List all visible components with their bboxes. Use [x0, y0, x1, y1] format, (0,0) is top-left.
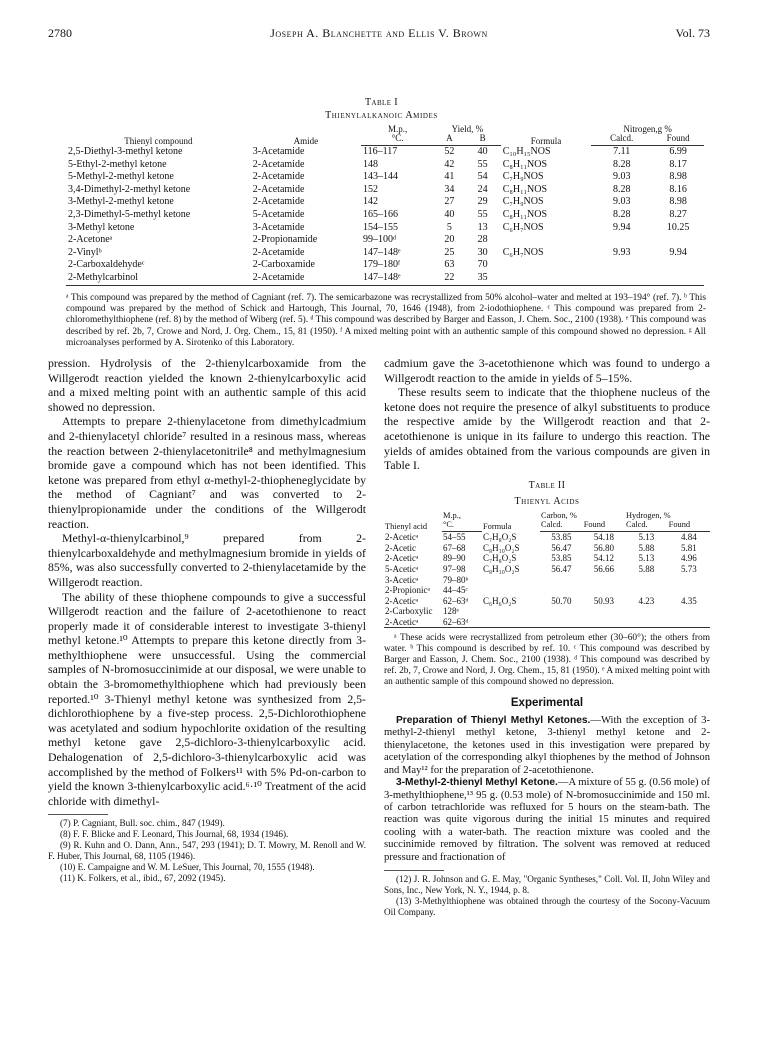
footnote: (12) J. R. Johnson and G. E. May, "Organic Syntheses," Coll. Vol. II, John Wiley and Sons, Inc., New York, N. Y., 1944, p. 8. [384, 873, 710, 895]
body-paragraph: These results seem to indicate that the thiophene nucleus of the ketone does not require the presence of alkyl substituents to produce the respective amide by the Willgerodt reaction and that 2-acetothienone is unique in its failure to undergo this reaction. The yields of amides obtained from the various compounds are given in Table I. [384, 385, 710, 473]
t2-cell-c-found: 54.18 [593, 532, 614, 543]
t2-cell-h-calcd [625, 606, 668, 617]
t1-cell-amide: 2-Carboxamide [252, 259, 315, 271]
t1-cell-found [652, 272, 704, 285]
t2-header-acid: Thienyl acid [385, 522, 428, 532]
t2-cell-acid: 2-Aceticᵃ [385, 531, 419, 542]
t2-cell-c-calcd [540, 617, 583, 628]
body-paragraph: Methyl-α-thienylcarbinol,⁹ prepared from 2-thienylcarboxaldehyde and methylmagnesium bromide in yields of 85%, was also successfully converted to 2-thienylacetamide by the Willgerodt reaction. [48, 531, 366, 589]
t2-cell-c-calcd: 53.85 [551, 532, 572, 543]
t1-cell-amide: 3-Acetamide [252, 145, 305, 157]
t1-cell-calcd [591, 272, 652, 285]
t2-cell-h-found: 4.84 [680, 532, 697, 543]
t1-cell-mp: 165–166 [363, 208, 398, 220]
t1-cell-b: 54 [477, 171, 488, 183]
t2-header-mp-unit: °C. [442, 521, 482, 532]
t1-cell-calcd: 9.03 [612, 171, 631, 183]
t1-header-formula: Formula [530, 135, 562, 146]
t1-header-mp-unit: °C. [361, 134, 434, 146]
t1-cell-a: 25 [444, 246, 455, 258]
body-paragraph: The ability of these thiophene compounds to give a successful Willgerodt reaction and the failure of 2-acetothienone to react properly made it of considerable interest to investigate 3-thienyl methyl ketone.¹⁰ Attempts to prepare this ketone directly from 3-methylthiophene were unsuccessful. Using the commercial samples of N-bromosuccinimide at our disposal, we were unable to obtain the 3-bromomethylthiophene which had previously been reported.¹⁰ 3-Thienyl methyl ketone was synthesized from 2,5-dichlorothiophene by a five-step process. 2,5-Dichlorothiophene was acetylated and sodium hypochlorite oxidation of the resulting methyl ketone gave 2,5-dichloro-3-thienylcarboxylic acid. Dehalogenation of 2,5-dichloro-3-thienylcarboxylic acid was accomplished by the method of Folkers¹¹ with 5% Pd-on-carbon to yield the known 3-thienylcarboxylic acid.⁶·¹⁰ Treatment of the acid chloride with dimethyl- [48, 589, 366, 808]
t2-cell-mp: 97–98 [443, 563, 466, 574]
left-column [48, 356, 366, 884]
t1-cell-formula: C₈H₁₁NOS [502, 158, 548, 170]
t1-cell-mp: 143–144 [363, 171, 398, 183]
t1-cell-formula: C₁₀H₁₅NOS [502, 145, 551, 157]
table-row [66, 272, 704, 285]
t1-cell-calcd: 9.94 [612, 221, 631, 233]
footnote: (11) K. Folkers, et al., ibid., 67, 2092 (1945). [60, 873, 226, 884]
t2-cell-acid: 3-Aceticᵃ [385, 574, 419, 585]
footnote: (8) F. F. Blicke and F. Leonard, This Journal, 68, 1934 (1946). [60, 829, 289, 840]
t1-cell-a: 52 [444, 146, 455, 157]
right-column [384, 356, 710, 918]
t1-cell-mp: 142 [363, 196, 378, 208]
t2-cell-acid: 2-Aceticᵃ [385, 595, 419, 606]
t2-cell-mp: 128ᵉ [443, 606, 459, 617]
t2-header-h-found: Found [668, 521, 710, 532]
footnote: (9) R. Kuhn and O. Dann, Ann., 547, 293 (1941); D. T. Mowry, M. Renoll and W. F. Huber, This Journal, 68, 1105 (1946). [48, 840, 366, 862]
t1-cell-found [652, 234, 704, 247]
t1-cell-formula: C₇H₉NOS [502, 196, 544, 208]
t1-cell-formula: C₈H₁₁NOS [502, 183, 548, 195]
t1-cell-a: 5 [446, 221, 452, 233]
footnote: (10) E. Campaigne and W. M. LeSuer, This Journal, 70, 1555 (1948). [60, 862, 315, 873]
t2-cell-c-found [583, 585, 625, 596]
t2-cell-formula: C₈H₁₀O₂S [483, 563, 520, 574]
t2-header-h-calcd: Calcd. [625, 521, 668, 532]
run-in-heading: Preparation of Thienyl Methyl Ketones. [396, 715, 591, 727]
table-row [66, 159, 704, 172]
t2-cell-h-found [668, 575, 710, 586]
t2-cell-formula [482, 606, 540, 617]
t1-cell-amide: 2-Acetamide [252, 171, 305, 183]
table-row [66, 234, 704, 247]
table-row [66, 222, 704, 235]
footnote: (13) 3-Methylthiophene was obtained through the courtesy of the Socony-Vacuum Oil Company. [384, 895, 710, 917]
t2-cell-c-found [583, 606, 625, 617]
t2-cell-c-found: 54.12 [593, 553, 614, 564]
experimental-paragraph [384, 715, 710, 777]
table1-title: Thienylalkanoic Amides [325, 110, 438, 121]
table-row [66, 196, 704, 209]
t1-cell-a: 40 [444, 208, 455, 220]
t1-cell-formula: C₇H₉NOS [502, 171, 544, 183]
running-authors: Joseph A. Blanchette and Ellis V. Brown [270, 26, 488, 40]
table1 [66, 125, 704, 286]
t1-cell-a: 41 [444, 171, 455, 183]
t2-header-carbon: Carbon, % [541, 510, 577, 520]
t2-cell-c-found: 56.80 [593, 542, 614, 553]
t1-cell-amide: 2-Acetamide [252, 246, 305, 258]
t1-cell-found: 8.98 [669, 196, 687, 208]
t1-cell-compound: 3-Methyl-2-methyl ketone [68, 196, 174, 208]
table-row [66, 184, 704, 197]
footnote-divider [384, 870, 444, 871]
page-header [48, 26, 710, 42]
t2-cell-mp: 79–80ᵇ [443, 574, 469, 585]
t1-cell-compound: 3,4-Dimethyl-2-methyl ketone [68, 183, 191, 195]
t1-header-amide: Amide [293, 135, 319, 146]
t1-cell-a: 22 [434, 272, 465, 285]
t1-cell-amide: 2-Acetamide [251, 272, 361, 285]
t2-cell-acid: 2-Acetic [385, 542, 416, 553]
t1-cell-compound: 5-Methyl-2-methyl ketone [68, 171, 174, 183]
t1-cell-a: 63 [444, 259, 455, 271]
t1-cell-b: 35 [465, 272, 501, 285]
table2-footnotes: ᵃ These acids were recrystallized from petroleum ether (30–60°); the others from water. ᵇ This compound is described by ref. 10. ᶜ This compound was described by Barger and Easson, J. Chem. Soc., 2100 (1938). ᵈ This compound was described by ref. 2b, 7, Crowe and Nord, J. Org. Chem., 15, 81 (1950). ᵉ A mixed melting point with an authentic sample of this compound showed no depression. [384, 633, 710, 688]
t1-header-mp: M.p., [387, 124, 408, 134]
t2-header-c-found: Found [583, 521, 625, 532]
t1-cell-formula: C₆H₇NOS [502, 246, 544, 258]
table-row [66, 247, 704, 260]
t1-cell-found: 8.17 [669, 158, 687, 170]
t1-header-compound: Thienyl compound [124, 135, 193, 146]
body-paragraph: cadmium gave the 3-acetothienone which was found to undergo a Willgerodt reaction to the amide in yields of 5–15%. [384, 356, 710, 385]
t2-cell-acid: 2-Carboxylic [385, 606, 433, 617]
t1-cell-formula [501, 259, 592, 272]
t1-cell-mp: 147–148ᵉ [363, 246, 401, 258]
t2-cell-formula [482, 617, 540, 628]
t1-cell-calcd: 8.28 [612, 183, 631, 195]
table-row [66, 171, 704, 184]
table-row [66, 259, 704, 272]
t1-header-yield-a: A [434, 134, 465, 146]
experimental-paragraph [384, 777, 710, 864]
experimental-heading: Experimental [510, 697, 584, 710]
t2-cell-c-found: 56.66 [593, 563, 614, 574]
t1-cell-a: 42 [444, 158, 455, 170]
table2-label: Table II [528, 479, 566, 491]
t1-cell-b: 29 [477, 196, 488, 208]
t1-cell-calcd: 7.11 [613, 146, 631, 157]
t1-cell-calcd: 8.28 [612, 208, 631, 220]
t1-cell-a: 34 [444, 183, 455, 195]
t2-cell-acid: 2-Propionicᵃ [385, 585, 430, 596]
t2-header-c-calcd: Calcd. [540, 521, 583, 532]
t1-cell-b: 13 [477, 221, 488, 233]
t1-cell-compound: 2-Carboxaldehydeᶜ [68, 259, 145, 271]
table-row [384, 606, 710, 617]
table1-label: Table I [364, 97, 398, 108]
t2-cell-formula: C₇H₈O₂S [483, 553, 517, 564]
t2-cell-h-calcd [625, 585, 668, 596]
page-number: 2780 [48, 26, 72, 40]
footnote: (7) P. Cagniant, Bull. soc. chim., 847 (1949). [60, 818, 225, 829]
t2-cell-h-found: 5.73 [680, 563, 697, 574]
t2-cell-c-calcd [540, 585, 583, 596]
run-in-heading: 3-Methyl-2-thienyl Methyl Ketone. [396, 777, 558, 789]
t2-cell-h-found [668, 606, 710, 617]
t2-cell-mp: 67–68 [443, 542, 466, 553]
t1-cell-mp: 154–155 [363, 221, 398, 233]
t1-header-yield-b: B [465, 134, 501, 146]
t2-cell-c-calcd [540, 575, 583, 586]
t1-cell-found: 9.94 [669, 246, 687, 258]
t1-cell-b: 30 [477, 246, 488, 258]
table-row [384, 553, 710, 564]
t1-cell-a: 20 [444, 234, 455, 246]
footnote-divider [48, 814, 108, 815]
t1-cell-mp: 99–100ᵈ [363, 234, 397, 246]
t2-cell-h-found: 4.96 [680, 553, 697, 564]
t1-header-found: Found [652, 134, 704, 146]
t1-cell-amide: 3-Acetamide [252, 221, 305, 233]
t2-cell-c-found [583, 617, 625, 628]
table2-title: Thienyl Acids [514, 496, 580, 508]
t1-cell-b: 70 [477, 259, 488, 271]
experimental-section [384, 715, 710, 864]
t2-cell-formula: C₈H₁₀O₂S [483, 542, 520, 553]
t2-cell-c-calcd: 56.47 [551, 542, 572, 553]
t2-cell-formula: C₆H₆O₂S [483, 595, 517, 606]
t2-cell-h-found: 4.35 [680, 595, 697, 606]
t1-cell-formula: C₆H₇NOS [502, 221, 544, 233]
t1-cell-mp: 179–180ᶠ [363, 259, 401, 271]
paragraph-text: —With the exception of 3-methyl-2-thienyl methyl ketone, 3-thienyl methyl ketone and 2-thienylacetone, the ketones used in this investigation were prepared by acetylation of the corresponding alkyl thiophenes by the method of Johnson and May¹² for the preparation of 2-acetothienone. [384, 715, 710, 776]
body-paragraph: pression. Hydrolysis of the 2-thienylcarboxamide from the Willgerodt reaction yielded the known 2-thienylcarboxylic acid and a mixed melting point with an authentic sample of this acid showed no depression. [48, 356, 366, 414]
t2-cell-c-calcd [540, 606, 583, 617]
table-row [384, 596, 710, 607]
t1-cell-mp: 152 [363, 183, 378, 195]
t1-cell-amide: 2-Acetamide [252, 183, 305, 195]
t2-cell-h-found [668, 585, 710, 596]
t2-cell-h-calcd [625, 575, 668, 586]
t2-cell-h-calcd: 5.13 [638, 532, 655, 543]
t1-cell-formula [501, 234, 592, 247]
t2-cell-mp: 89–90 [443, 553, 466, 564]
t1-cell-mp: 147–148ᵉ [361, 272, 434, 285]
t2-cell-c-calcd: 53.85 [551, 553, 572, 564]
t1-cell-found [652, 259, 704, 272]
t2-cell-acid: 5-Aceticᵃ [385, 563, 419, 574]
t1-header-yield: Yield, % [451, 124, 484, 134]
t1-cell-mp: 116–117 [363, 146, 398, 157]
t1-cell-calcd: 9.93 [612, 246, 631, 258]
t2-cell-h-calcd: 5.13 [638, 553, 655, 564]
t2-header-mp: M.p., [443, 510, 461, 520]
t2-cell-h-found: 5.81 [680, 542, 697, 553]
table-row [384, 575, 710, 586]
t1-cell-b: 55 [477, 158, 488, 170]
table-row [384, 585, 710, 596]
t2-cell-mp: 54–55 [443, 532, 466, 543]
t1-cell-calcd: 9.03 [612, 196, 631, 208]
t2-header-hydrogen: Hydrogen, % [625, 510, 671, 520]
t2-cell-h-found [668, 617, 710, 628]
t2-cell-mp: 62–63ᵈ [443, 595, 469, 606]
table1-footnotes: ᵃ This compound was prepared by the method of Cagniant (ref. 7). The semicarbazone was recrystallized from 50% alcohol–water and melted at 193–194° (ref. 7). ᵇ This compound was prepared by the method of Schick and Hartough, This Journal, 70, 1646 (1948), from 2-iodothiophene. ᶜ This compound was prepared from 2-chloromethylthiophene (ref. 8) by the method of Wiberg (ref. 5). ᵈ This compound was described by Barger and Easson, J. Chem. Soc., 2100 (1938). ᵉ This compound was described by ref. 2b, 7, Crowe and Nord, J. Org. Chem., 15, 81 (1950). ᶠ A mixed melting point with an authentic sample of this compound showed no depression. ᵍ All microanalyses performed by A. Sirotenko of this Laboratory. [66, 293, 706, 348]
t1-cell-formula: C₈H₁₁NOS [502, 208, 548, 220]
t1-cell-found: 8.16 [669, 183, 687, 195]
t1-cell-calcd [591, 259, 652, 272]
t1-header-nitrogen: Nitrogen,g % [623, 124, 672, 134]
t2-cell-c-calcd: 56.47 [551, 563, 572, 574]
t1-cell-compound: 2-Vinylᵇ [68, 246, 102, 258]
table-row [384, 543, 710, 554]
t2-cell-acid: 2-Aceticᵃ [384, 617, 442, 628]
t2-cell-formula [482, 585, 540, 596]
t1-cell-amide: 2-Acetamide [252, 158, 305, 170]
t1-cell-a: 27 [444, 196, 455, 208]
t1-cell-calcd [591, 234, 652, 247]
t2-cell-h-calcd: 5.88 [638, 563, 655, 574]
table-row [66, 146, 704, 159]
t1-cell-compound: 2,5-Diethyl-3-methyl ketone [68, 145, 183, 157]
body-paragraph: Attempts to prepare 2-thienylacetone from dimethylcadmium and 2-thienylacetyl chloride⁷ resulted in a resinous mass, whereas the reaction between 2-thienylacetonitrile⁸ and methylmagnesium bromide gave a compound which has not been identified. This ketone was prepared from ethyl α-methyl-2-thiopheneglycidate by the method of Cagniant⁷ and was converted to 2-thienylpropionamide under the conditions of the Willgerodt reaction. [48, 414, 366, 531]
t1-cell-amide: 2-Acetamide [252, 196, 305, 208]
table-row [66, 209, 704, 222]
t1-cell-compound: 5-Ethyl-2-methyl ketone [68, 158, 167, 170]
t1-cell-mp: 148 [363, 158, 378, 170]
t2-cell-c-found: 50.93 [593, 595, 614, 606]
t2-cell-formula [482, 575, 540, 586]
t2-cell-mp: 44–45ᶜ [443, 585, 468, 596]
volume-label: Vol. 73 [675, 26, 710, 40]
t1-cell-compound: 3-Methyl ketone [68, 221, 135, 233]
left-footnotes [48, 818, 366, 884]
t1-cell-found: 8.27 [669, 208, 687, 220]
t1-cell-compound: 2-Methylcarbinol [66, 272, 251, 285]
t2-cell-c-found [583, 575, 625, 586]
table-row [384, 617, 710, 628]
paragraph-text: —A mixture of 55 g. (0.56 mole) of 3-methylthiophene,¹³ 95 g. (0.53 mole) of N-bromosuccinimide and 150 ml. of carbon tetrachloride was refluxed for 5 hours on the steam-bath. The reaction was quite vigorous during the initial 15 minutes and required cooling with a water-bath. The reaction mixture was cooled and the succinimide removed by filtration. The solvent was removed at reduced pressure and fractionation of [384, 777, 711, 863]
t2-cell-h-calcd: 5.88 [638, 542, 655, 553]
t1-header-calcd: Calcd. [591, 134, 652, 146]
t2-cell-c-calcd: 50.70 [551, 595, 572, 606]
t1-cell-calcd: 8.28 [612, 158, 631, 170]
t1-cell-b: 40 [477, 146, 488, 157]
table-row [384, 532, 710, 543]
t1-cell-found: 10.25 [666, 221, 690, 233]
t1-cell-b: 28 [477, 234, 488, 246]
table2 [384, 512, 710, 629]
t1-cell-found: 8.98 [669, 171, 687, 183]
t2-cell-acid: 2-Aceticᵃ [385, 553, 419, 564]
t1-cell-b: 55 [477, 208, 488, 220]
t1-cell-b: 24 [477, 183, 488, 195]
t2-cell-mp: 62–63ᵈ [442, 617, 482, 628]
t1-cell-compound: 2,3-Dimethyl-5-methyl ketone [68, 208, 191, 220]
t2-cell-h-calcd [625, 617, 668, 628]
t2-header-formula: Formula [483, 522, 512, 532]
t2-cell-formula: C₇H₈O₂S [483, 531, 517, 542]
t1-cell-found: 6.99 [669, 146, 687, 157]
table-row [384, 564, 710, 575]
t1-cell-formula [501, 272, 592, 285]
t1-cell-amide: 2-Propionamide [252, 234, 318, 246]
t1-cell-compound: 2-Acetoneᵃ [68, 234, 113, 246]
t1-cell-amide: 5-Acetamide [252, 208, 305, 220]
t2-cell-h-calcd: 4.23 [638, 595, 655, 606]
right-footnotes [384, 874, 710, 918]
